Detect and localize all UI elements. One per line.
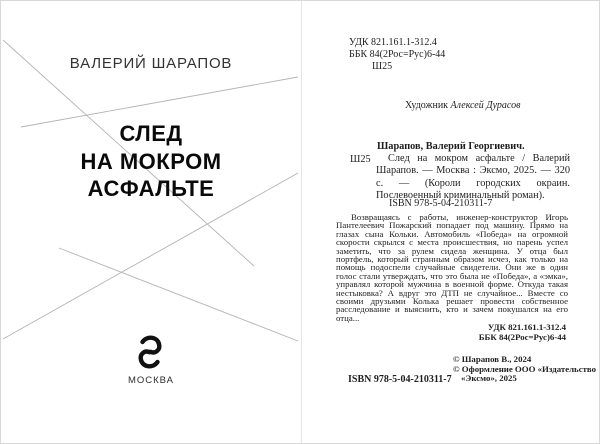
copyright-author: © Шарапов В., 2024 <box>453 354 532 364</box>
book-title <box>1 120 301 203</box>
udk-bbk-block-top <box>349 37 445 73</box>
artist-name: Алексей Дурасов <box>450 100 521 111</box>
imprint-page <box>301 1 600 443</box>
author-name: ВАЛЕРИЙ ШАРАПОВ <box>69 55 233 72</box>
bibliographic-entry: След на мокром асфальте / Валерий Шарапов. — Москва : Эксмо, 2025. — 320 с. — (Короли городских окраин. Послевоенный криминальный роман). <box>376 153 570 201</box>
copyright-publisher-line1: © Оформление ООО «Издательство <box>453 363 597 374</box>
artist-label: Художник <box>405 100 449 111</box>
udk-code: УДК 821.161.1-312.4 <box>349 37 437 48</box>
book-title-line-2: НА МОКРОМ <box>80 148 222 174</box>
book-title-line-3: АСФАЛЬТЕ <box>87 176 215 201</box>
bbk-code: ББК 84(2Рос=Рус)6-44 <box>349 49 446 60</box>
book-title-line-1: СЛЕД <box>119 121 183 146</box>
bibliographic-heading: Шарапов, Валерий Георгиевич. <box>377 141 525 152</box>
bbk-code-bottom: ББК 84(2Рос=Рус)6-44 <box>478 331 566 342</box>
title-page <box>1 1 301 443</box>
annotation-text: Возвращаясь с работы, инженер-конструктор Игорь Пантелеевич Пожарский попадает под машину. Прямо на глазах сына Кольки. Автомобиль «Победа» на огромной скорости скрылся с места происшествия, но парень успел заметить, что за рулем сидела женщина. У отца был портфель, который странным образом исчез, как только на помощь подоспели случайные свидетели. Они же в один голос стали утверждать, что это была не «Победа», а «эмка», управлял которой мужчина в военной форме. Откуда такая нестыковка? А вдруг это ДТП не случайное... Вместе со своими друзьями Колька решает провести собственное расследование и выяснить, кто и зачем покушался на его отца... <box>336 212 568 323</box>
udk-code-bottom: УДК 821.161.1-312.4 <box>487 322 566 332</box>
isbn-number: ISBN 978-5-04-210311-7 <box>389 198 493 209</box>
artist-credit <box>405 100 520 111</box>
udk-bbk-block-bottom <box>479 323 566 343</box>
copyright-publisher-line2: «Эксмо», 2025 <box>461 373 517 384</box>
isbn-number-bottom: ISBN 978-5-04-210311-7 <box>348 374 452 385</box>
author-index: Ш25 <box>372 61 393 72</box>
copyright-block <box>453 355 596 384</box>
bibliographic-index: Ш25 <box>350 154 371 165</box>
eksmo-publisher-logo-icon <box>134 335 166 369</box>
page-gutter-divider <box>301 1 302 443</box>
publisher-city: МОСКВА <box>127 375 175 386</box>
